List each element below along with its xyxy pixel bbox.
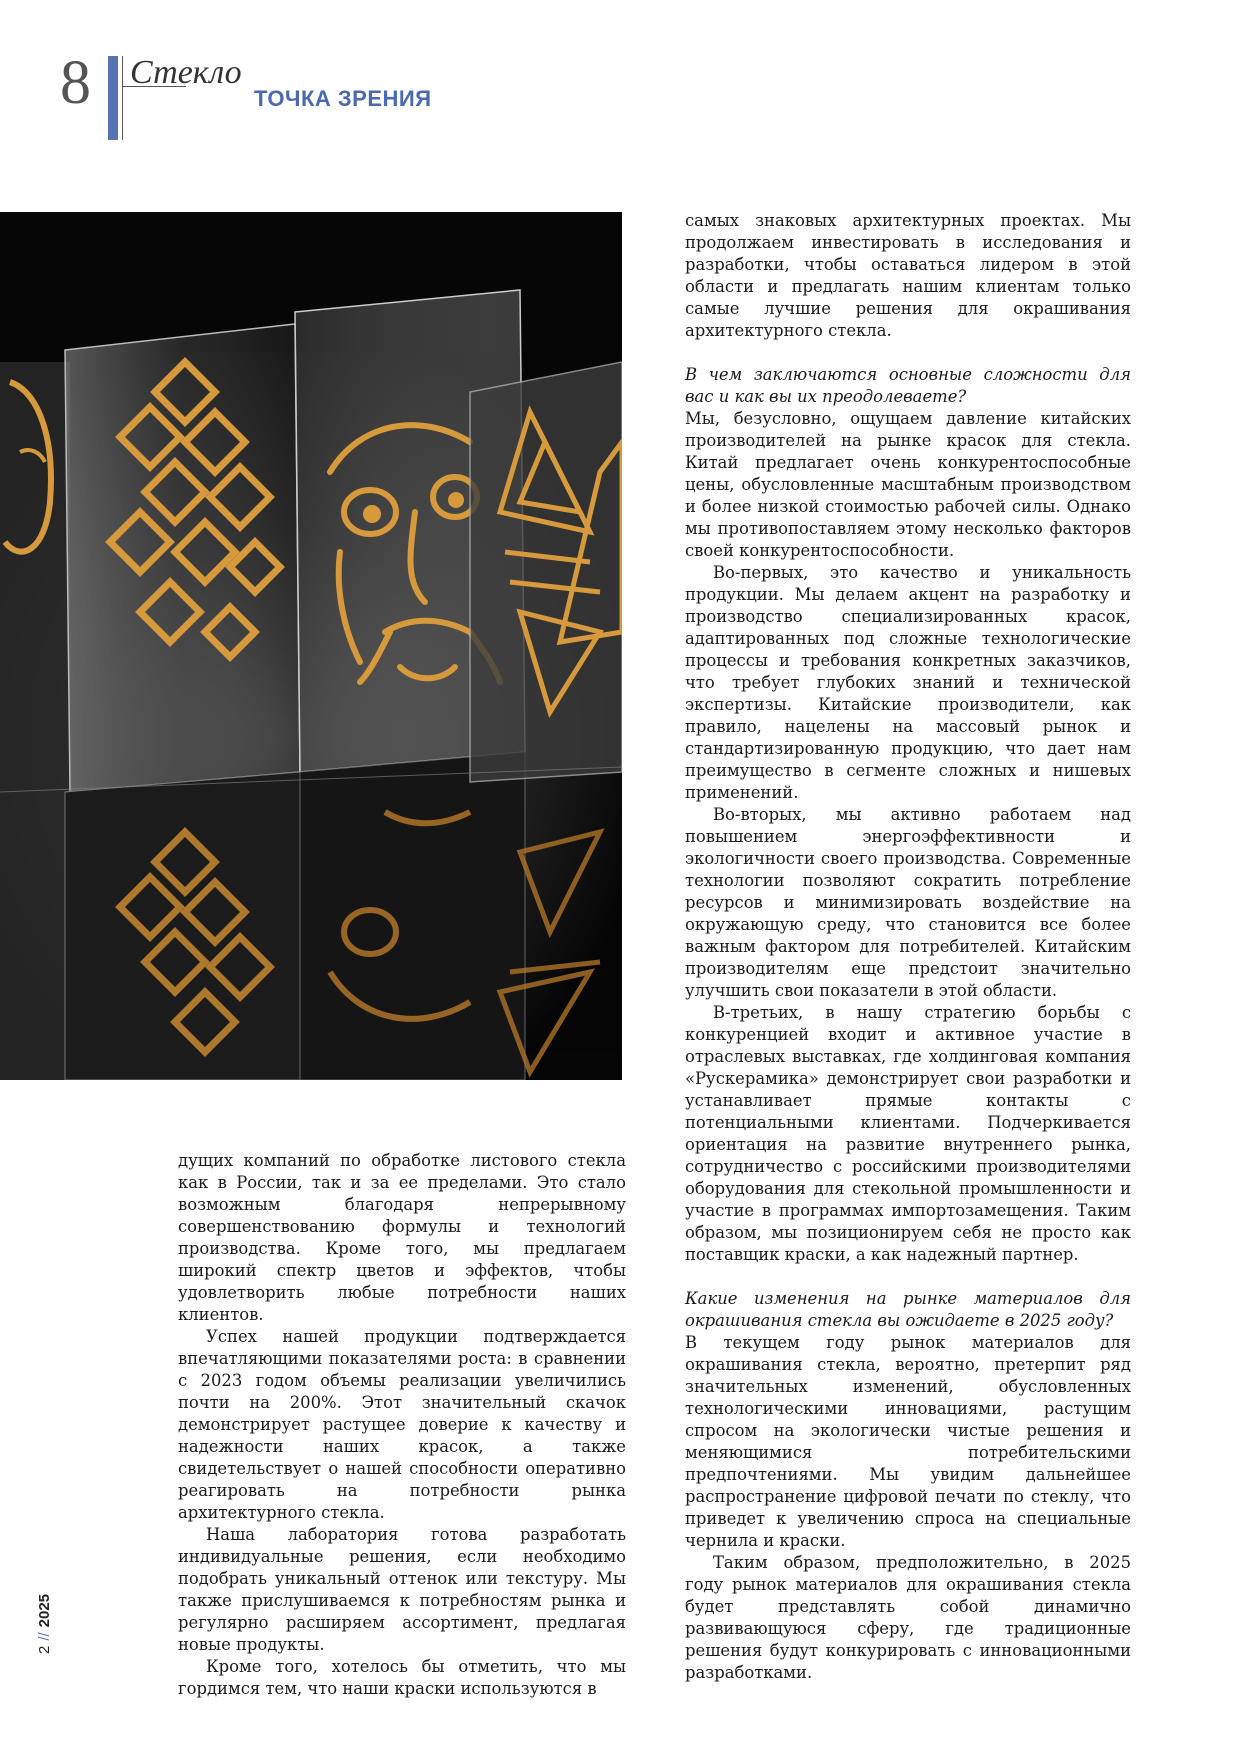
issue-separator: // <box>36 1632 53 1641</box>
paragraph: Кроме того, хотелось бы отметить, что мы гордимся тем, что наши краски используются в <box>178 1657 626 1698</box>
glass-panels-with-gold-art-image <box>0 212 622 1080</box>
paragraph: В текущем году рынок материалов для окрашивания стекла, вероятно, претерпит ряд значительных изменений, обусловленных технологическими инновациями, растущим спросом на экологически чистые решения и меняющимися потребительскими предпочтениями. Мы увидим дальнейшее распространение цифровой печати по стеклу, что приведет к увеличению спроса на специальные чернила и краски. <box>685 1333 1131 1550</box>
paragraph: Во-первых, это качество и уникальность продукции. Мы делаем акцент на разработку и производство специализированных красок, адаптированных под сложные технологические процессы и требования конкретных заказчиков, что требует глубоких знаний и технической экспертизы. Китайские производители, как правило, нацелены на массовый рынок и стандартизированную продукцию, что дает нам преимущество в сегменте сложных и нишевых применений. <box>685 563 1131 802</box>
paragraph: самых знаковых архитектурных проектах. Мы продолжаем инвестировать в исследования и разработки, чтобы оставаться лидером в этой области и предлагать нашим клиентам только самые лучшие решения для окрашивания архитектурного стекла. <box>685 211 1131 340</box>
article-left-column <box>178 1150 626 1700</box>
paragraph: В-третьих, в нашу стратегию борьбы с конкуренцией входит и активное участие в отраслевых выставках, где холдинговая компания «Рускерамика» демонстрирует свои разработки и устанавливает прямые контакты с потенциальными клиентами. Подчеркивается ориентация на развитие внутреннего рынка, сотрудничество с российскими производителями оборудования для стекольной промышленности и участие в программах импортозамещения. Таким образом, мы позиционируем себя не просто как поставщик краски, а как надежный партнер. <box>685 1003 1131 1264</box>
interview-question: Какие изменения на рынке материалов для окрашивания стекла вы ожидаете в 2025 году? <box>685 1289 1131 1330</box>
header-accent-bar <box>108 56 118 140</box>
paragraph: Во-вторых, мы активно работаем над повышением энергоэффективности и экологичности своего производства. Современные технологии позволяют сократить потребление ресурсов и минимизировать воздействие на окружающую среду, что становится все более важным фактором для потребителей. Китайским производителям еще предстоит значительно улучшить свои показатели в этой области. <box>685 805 1131 1000</box>
issue-footer <box>36 1574 56 1654</box>
page-header <box>60 48 480 148</box>
paragraph: Таким образом, предположительно, в 2025 году рынок материалов для окрашивания стекла будет представлять собой динамично развивающуюся сферу, где традиционные решения будут конкурировать с инновационными разработками. <box>685 1553 1131 1682</box>
issue-year: 2025 <box>36 1593 53 1628</box>
paragraph: Наша лаборатория готова разработать индивидуальные решения, если необходимо подобрать уникальный оттенок или текстуру. Мы также прислушиваемся к потребностям рынка и регулярно расширяем ассортимент, предлагая новые продукты. <box>178 1525 626 1654</box>
issue-number: 2 <box>36 1645 53 1654</box>
magazine-title: Стекло <box>130 54 242 91</box>
paragraph: Успех нашей продукции подтверждается впечатляющими показателями роста: в сравнении с 2023 годом объемы реализации увеличились почти на 200%. Этот значительный скачок демонстрирует растущее доверие к качеству и надежности наших красок, а также свидетельствует о нашей способности оперативно реагировать на потребности рынка архитектурного стекла. <box>178 1327 626 1522</box>
paragraph: Мы, безусловно, ощущаем давление китайских производителей на рынке красок для стекла. Китай предлагает очень конкурентоспособные цены, обусловленные масштабным производством и более низкой стоимостью рабочей силы. Однако мы противопоставляем этому несколько факторов своей конкурентоспособности. <box>685 409 1131 560</box>
paragraph: дущих компаний по обработке листового стекла как в России, так и за ее пределами. Это стало возможным благодаря непрерывному совершенствованию формулы и технологий производства. Кроме того, мы предлагаем широкий спектр цветов и эффектов, чтобы удовлетворить любые потребности наших клиентов. <box>178 1151 626 1324</box>
article-right-column <box>685 210 1131 1684</box>
page-number: 8 <box>60 49 91 117</box>
header-rule-vertical <box>122 56 123 140</box>
interview-question: В чем заключаются основные сложности для вас и как вы их преодолеваете? <box>685 365 1131 406</box>
section-title: ТОЧКА ЗРЕНИЯ <box>254 86 432 111</box>
